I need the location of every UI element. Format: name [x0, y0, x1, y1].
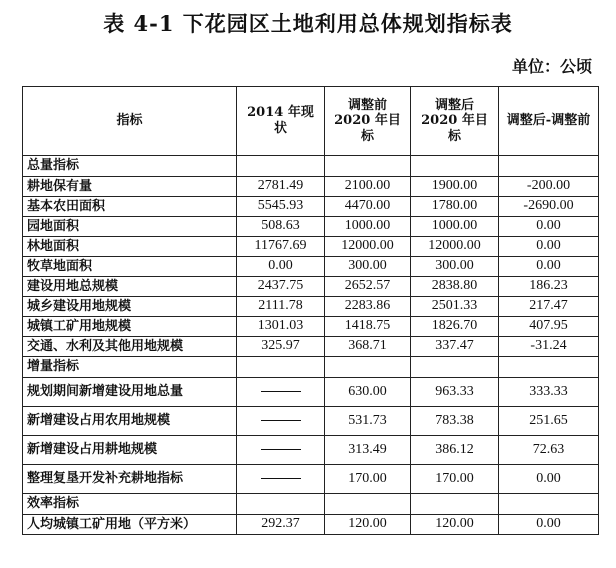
- cell-before: 12000.00: [325, 237, 411, 257]
- cell-diff: 186.23: [499, 277, 599, 297]
- cell-2014: [237, 378, 325, 407]
- indicator-table: [22, 86, 599, 535]
- table-row: [23, 277, 599, 297]
- section-empty-cell: [411, 494, 499, 515]
- section-empty-cell: [411, 357, 499, 378]
- table-row: [23, 317, 599, 337]
- cell-2014: [237, 465, 325, 494]
- cell-after: 120.00: [411, 515, 499, 535]
- cell-before: 531.73: [325, 407, 411, 436]
- cell-2014: 508.63: [237, 217, 325, 237]
- cell-after: 783.38: [411, 407, 499, 436]
- section-empty-cell: [237, 357, 325, 378]
- cell-2014: 5545.93: [237, 197, 325, 217]
- section-row: [23, 357, 599, 378]
- header-diff: 调整后-调整前: [499, 87, 599, 156]
- cell-2014: [237, 436, 325, 465]
- cell-diff: -200.00: [499, 177, 599, 197]
- cell-2014: 2781.49: [237, 177, 325, 197]
- dash-mark: [261, 391, 301, 392]
- cell-diff: 0.00: [499, 217, 599, 237]
- table-row: [23, 257, 599, 277]
- dash-mark: [261, 420, 301, 421]
- row-name: 基本农田面积: [23, 197, 237, 217]
- unit-label: 单位：公顷: [511, 57, 592, 76]
- table-header-row: [23, 87, 599, 156]
- section-empty-cell: [237, 156, 325, 177]
- table-row: [23, 378, 599, 407]
- table-row: [23, 515, 599, 535]
- cell-before: 2100.00: [325, 177, 411, 197]
- row-name: 牧草地面积: [23, 257, 237, 277]
- cell-before: 1418.75: [325, 317, 411, 337]
- row-name: 新增建设占用农用地规模: [23, 407, 237, 436]
- cell-before: 1000.00: [325, 217, 411, 237]
- section-empty-cell: [325, 156, 411, 177]
- table-title: 表 4-1 下花园区土地利用总体规划指标表: [103, 11, 513, 36]
- cell-diff: 217.47: [499, 297, 599, 317]
- cell-after: 170.00: [411, 465, 499, 494]
- cell-after: 2838.80: [411, 277, 499, 297]
- row-name: 规划期间新增建设用地总量: [23, 378, 237, 407]
- table-row: [23, 297, 599, 317]
- section-row: [23, 156, 599, 177]
- row-name: 园地面积: [23, 217, 237, 237]
- cell-2014: 2111.78: [237, 297, 325, 317]
- cell-diff: 333.33: [499, 378, 599, 407]
- cell-diff: 72.63: [499, 436, 599, 465]
- row-name: 城乡建设用地规模: [23, 297, 237, 317]
- header-2014: 2014 年现状: [237, 87, 325, 156]
- cell-diff: 0.00: [499, 515, 599, 535]
- section-empty-cell: [499, 357, 599, 378]
- cell-diff: 251.65: [499, 407, 599, 436]
- row-name: 林地面积: [23, 237, 237, 257]
- header-before: 调整前 2020 年目标: [325, 87, 411, 156]
- cell-2014: 292.37: [237, 515, 325, 535]
- cell-after: 1900.00: [411, 177, 499, 197]
- cell-diff: 0.00: [499, 237, 599, 257]
- cell-2014: 0.00: [237, 257, 325, 277]
- section-empty-cell: [237, 494, 325, 515]
- cell-before: 120.00: [325, 515, 411, 535]
- dash-mark: [261, 449, 301, 450]
- section-row: [23, 494, 599, 515]
- header-indicator: 指标: [23, 87, 237, 156]
- row-name: 人均城镇工矿用地（平方米）: [23, 515, 237, 535]
- row-name: 整理复垦开发补充耕地指标: [23, 465, 237, 494]
- cell-after: 1780.00: [411, 197, 499, 217]
- row-name: 城镇工矿用地规模: [23, 317, 237, 337]
- cell-diff: -31.24: [499, 337, 599, 357]
- row-name: 交通、水利及其他用地规模: [23, 337, 237, 357]
- section-empty-cell: [325, 494, 411, 515]
- cell-2014: 2437.75: [237, 277, 325, 297]
- cell-before: 368.71: [325, 337, 411, 357]
- section-title: 总量指标: [23, 156, 237, 177]
- header-after: 调整后 2020 年目标: [411, 87, 499, 156]
- cell-before: 313.49: [325, 436, 411, 465]
- cell-before: 630.00: [325, 378, 411, 407]
- cell-after: 1826.70: [411, 317, 499, 337]
- cell-2014: [237, 407, 325, 436]
- cell-after: 300.00: [411, 257, 499, 277]
- table-body: [23, 156, 599, 535]
- cell-after: 1000.00: [411, 217, 499, 237]
- cell-after: 963.33: [411, 378, 499, 407]
- row-name: 耕地保有量: [23, 177, 237, 197]
- cell-before: 2652.57: [325, 277, 411, 297]
- cell-after: 12000.00: [411, 237, 499, 257]
- row-name: 建设用地总规模: [23, 277, 237, 297]
- cell-before: 2283.86: [325, 297, 411, 317]
- cell-after: 2501.33: [411, 297, 499, 317]
- table-row: [23, 197, 599, 217]
- cell-before: 300.00: [325, 257, 411, 277]
- cell-diff: 0.00: [499, 465, 599, 494]
- table-row: [23, 177, 599, 197]
- dash-mark: [261, 478, 301, 479]
- table-row: [23, 337, 599, 357]
- table-row: [23, 465, 599, 494]
- table-row: [23, 217, 599, 237]
- section-empty-cell: [325, 357, 411, 378]
- table-row: [23, 237, 599, 257]
- section-empty-cell: [411, 156, 499, 177]
- section-title: 效率指标: [23, 494, 237, 515]
- cell-diff: 407.95: [499, 317, 599, 337]
- table-row: [23, 436, 599, 465]
- cell-diff: 0.00: [499, 257, 599, 277]
- row-name: 新增建设占用耕地规模: [23, 436, 237, 465]
- cell-after: 386.12: [411, 436, 499, 465]
- cell-after: 337.47: [411, 337, 499, 357]
- cell-diff: -2690.00: [499, 197, 599, 217]
- table-row: [23, 407, 599, 436]
- section-empty-cell: [499, 494, 599, 515]
- section-empty-cell: [499, 156, 599, 177]
- cell-2014: 11767.69: [237, 237, 325, 257]
- cell-2014: 325.97: [237, 337, 325, 357]
- section-title: 增量指标: [23, 357, 237, 378]
- cell-before: 170.00: [325, 465, 411, 494]
- cell-2014: 1301.03: [237, 317, 325, 337]
- cell-before: 4470.00: [325, 197, 411, 217]
